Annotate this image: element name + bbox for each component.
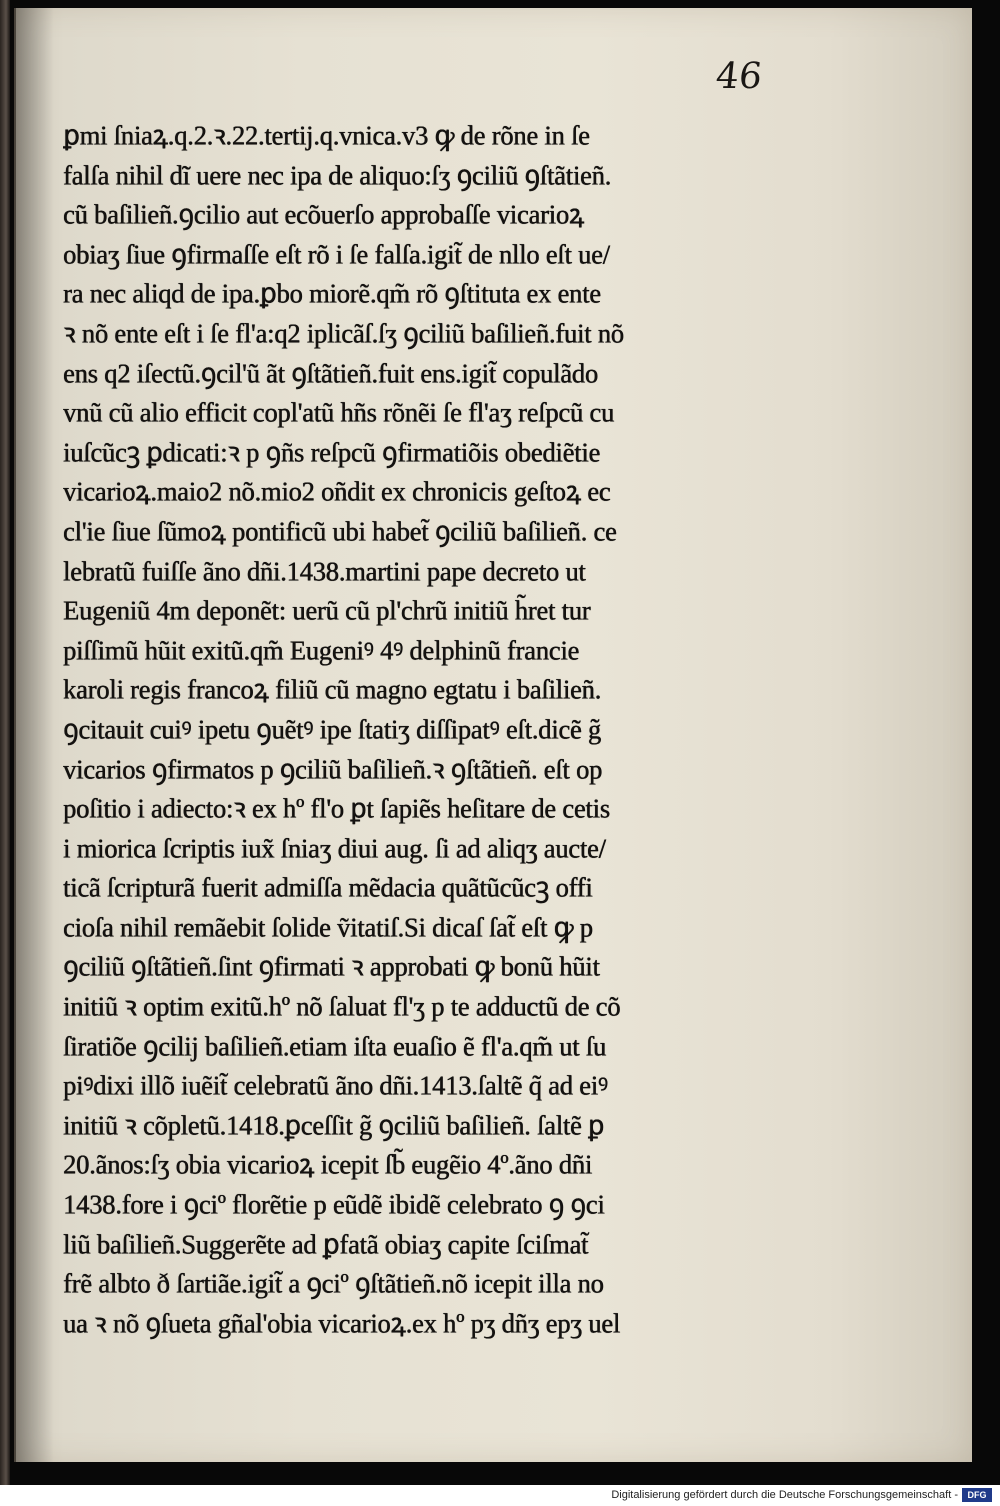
text-line: poſitio i adiecto:ꝛ ex hº fl'o ꝑt ſapiẽs heſitare de cetis <box>63 792 610 824</box>
text-line: ꝛ nõ ente eſt i ſe fl'a:q2 iplicãſ.ſʒ ꝯciliũ baſilieñ.fuit nõ <box>63 317 624 349</box>
text-line: liũ baſilieñ.Suggerẽte ad ꝑfatã obiaʒ capite ſciſmat̃ <box>63 1227 589 1260</box>
text-line: vicarioꝝ.maio2 nõ.mio2 oñdit ex chronicis geſtoꝝ ec <box>63 475 611 507</box>
funding-credit: Digitalisierung gefördert durch die Deutsche Forschungsgemeinschaft - <box>611 1489 958 1501</box>
text-line: falſa nihil dĩ uere nec ipa de aliquo:ſʒ ꝯciliũ ꝯſtãtieñ. <box>63 158 612 191</box>
text-line: i miorica ſcriptis iux̃ ſniaʒ diui aug. ſi ad aliqʒ aucte/ <box>63 832 606 864</box>
facing-page-edge <box>0 0 10 1485</box>
text-line: cioſa nihil remãebit ſolide ṽitatiſ.Si dicaſ ſat̃ eſt ꝙ p <box>63 911 593 943</box>
text-line: ꝯcitauit cuiꝰ ipetu ꝯuẽtꝰ ipe ſtatiʒ diſſipatꝰ eſt.dicẽ g̃ <box>63 713 601 745</box>
page-number: 46 <box>713 56 764 97</box>
footer-bar <box>0 1485 1000 1506</box>
text-block <box>63 116 795 1343</box>
text-line: ꝑmi ſniaꝝ.q.2.ꝛ.22.tertij.q.vnica.v3 ꝙ de rõne in ſe <box>63 119 590 151</box>
text-line: karoli regis francoꝝ filiũ cũ magno egtatu i baſilieñ. <box>63 673 602 705</box>
text-line: obiaʒ ſiue ꝯfirmaſſe eſt rõ i ſe falſa.igit̃ de nllo eſt ue/ <box>63 238 610 270</box>
text-line: frẽ albto ð ſartiãe.igit̃ a ꝯciº ꝯſtãtieñ.nõ icepit illa no <box>63 1267 604 1299</box>
text-line: ꝯciliũ ꝯſtãtieñ.ſint ꝯfirmati ꝛ approbati ꝙ bonũ hũit <box>63 950 600 983</box>
text-line: vnũ cũ alio efficit copl'atũ hñs rõnẽi ſe fl'aʒ reſpcũ cu <box>63 396 615 428</box>
text-line: initiũ ꝛ cõpletũ.1418.ꝑceſſit g̃ ꝯciliũ baſilieñ. ſaltẽ ꝑ <box>63 1109 605 1141</box>
text-line: Eugeniũ 4m deponẽt: uerũ cũ pl'chrũ initiũ h̃ret tur <box>63 594 591 626</box>
text-line: 20.ãnos:ſʒ obia vicarioꝝ icepit ſb̃ eugẽio 4º.ãno dñi <box>63 1148 593 1181</box>
text-line: ua ꝛ nõ ꝯſueta gñal'obia vicarioꝝ.ex hº pʒ dñʒ epʒ uel <box>63 1307 621 1339</box>
text-line: lebratũ fuiſſe ãno dñi.1438.martini pape decreto ut <box>63 554 586 587</box>
text-line: initiũ ꝛ optim exitũ.hº nõ ſaluat fl'ʒ p te adductũ de cõ <box>63 990 621 1022</box>
dfg-logo-icon: DFG <box>962 1488 992 1502</box>
text-line: ſiratiõe ꝯcilij baſilieñ.etiam iſta euaſio ẽ fl'a.qm̃ ut ſu <box>63 1030 606 1062</box>
text-line: ens q2 iſectũ.ꝯcil'ũ ãt ꝯſtãtieñ.fuit ens.igit̃ copulãdo <box>63 356 598 389</box>
text-line: cl'ie ſiue ſũmoꝝ pontificũ ubi habet̃ ꝯciliũ baſilieñ. ce <box>63 515 617 547</box>
text-line: iuſcũcꝫ ꝑdicati:ꝛ p ꝯñs reſpcũ ꝯfirmatiõis obediẽtie <box>63 436 601 468</box>
text-line: piſſimũ hũit exitũ.qm̃ Eugeniꝰ 4ꝰ delphinũ francie <box>63 634 580 666</box>
text-line: vicarios ꝯfirmatos p ꝯciliũ baſilieñ.ꝛ ꝯſtãtieñ. eſt op <box>63 752 603 785</box>
text-line: piꝰdixi illõ iuẽit̃ celebratũ ãno dñi.1413.ſaltẽ q̃ ad eiꝰ <box>63 1069 608 1101</box>
text-line: 1438.fore i ꝯciº florẽtie p eũdẽ ibidẽ celebrato ꝯ ꝯci <box>63 1188 605 1220</box>
text-line: ticã ſcripturã fuerit admiſſa mẽdacia quãtũcũcꝫ offi <box>63 871 593 903</box>
text-line: ra nec aliqd de ipa.ꝑbo miorẽ.qm̃ rõ ꝯſtituta ex ente <box>63 277 601 309</box>
text-line: cũ baſilieñ.ꝯcilio aut ecõuerſo approbaſſe vicarioꝝ <box>63 198 585 230</box>
